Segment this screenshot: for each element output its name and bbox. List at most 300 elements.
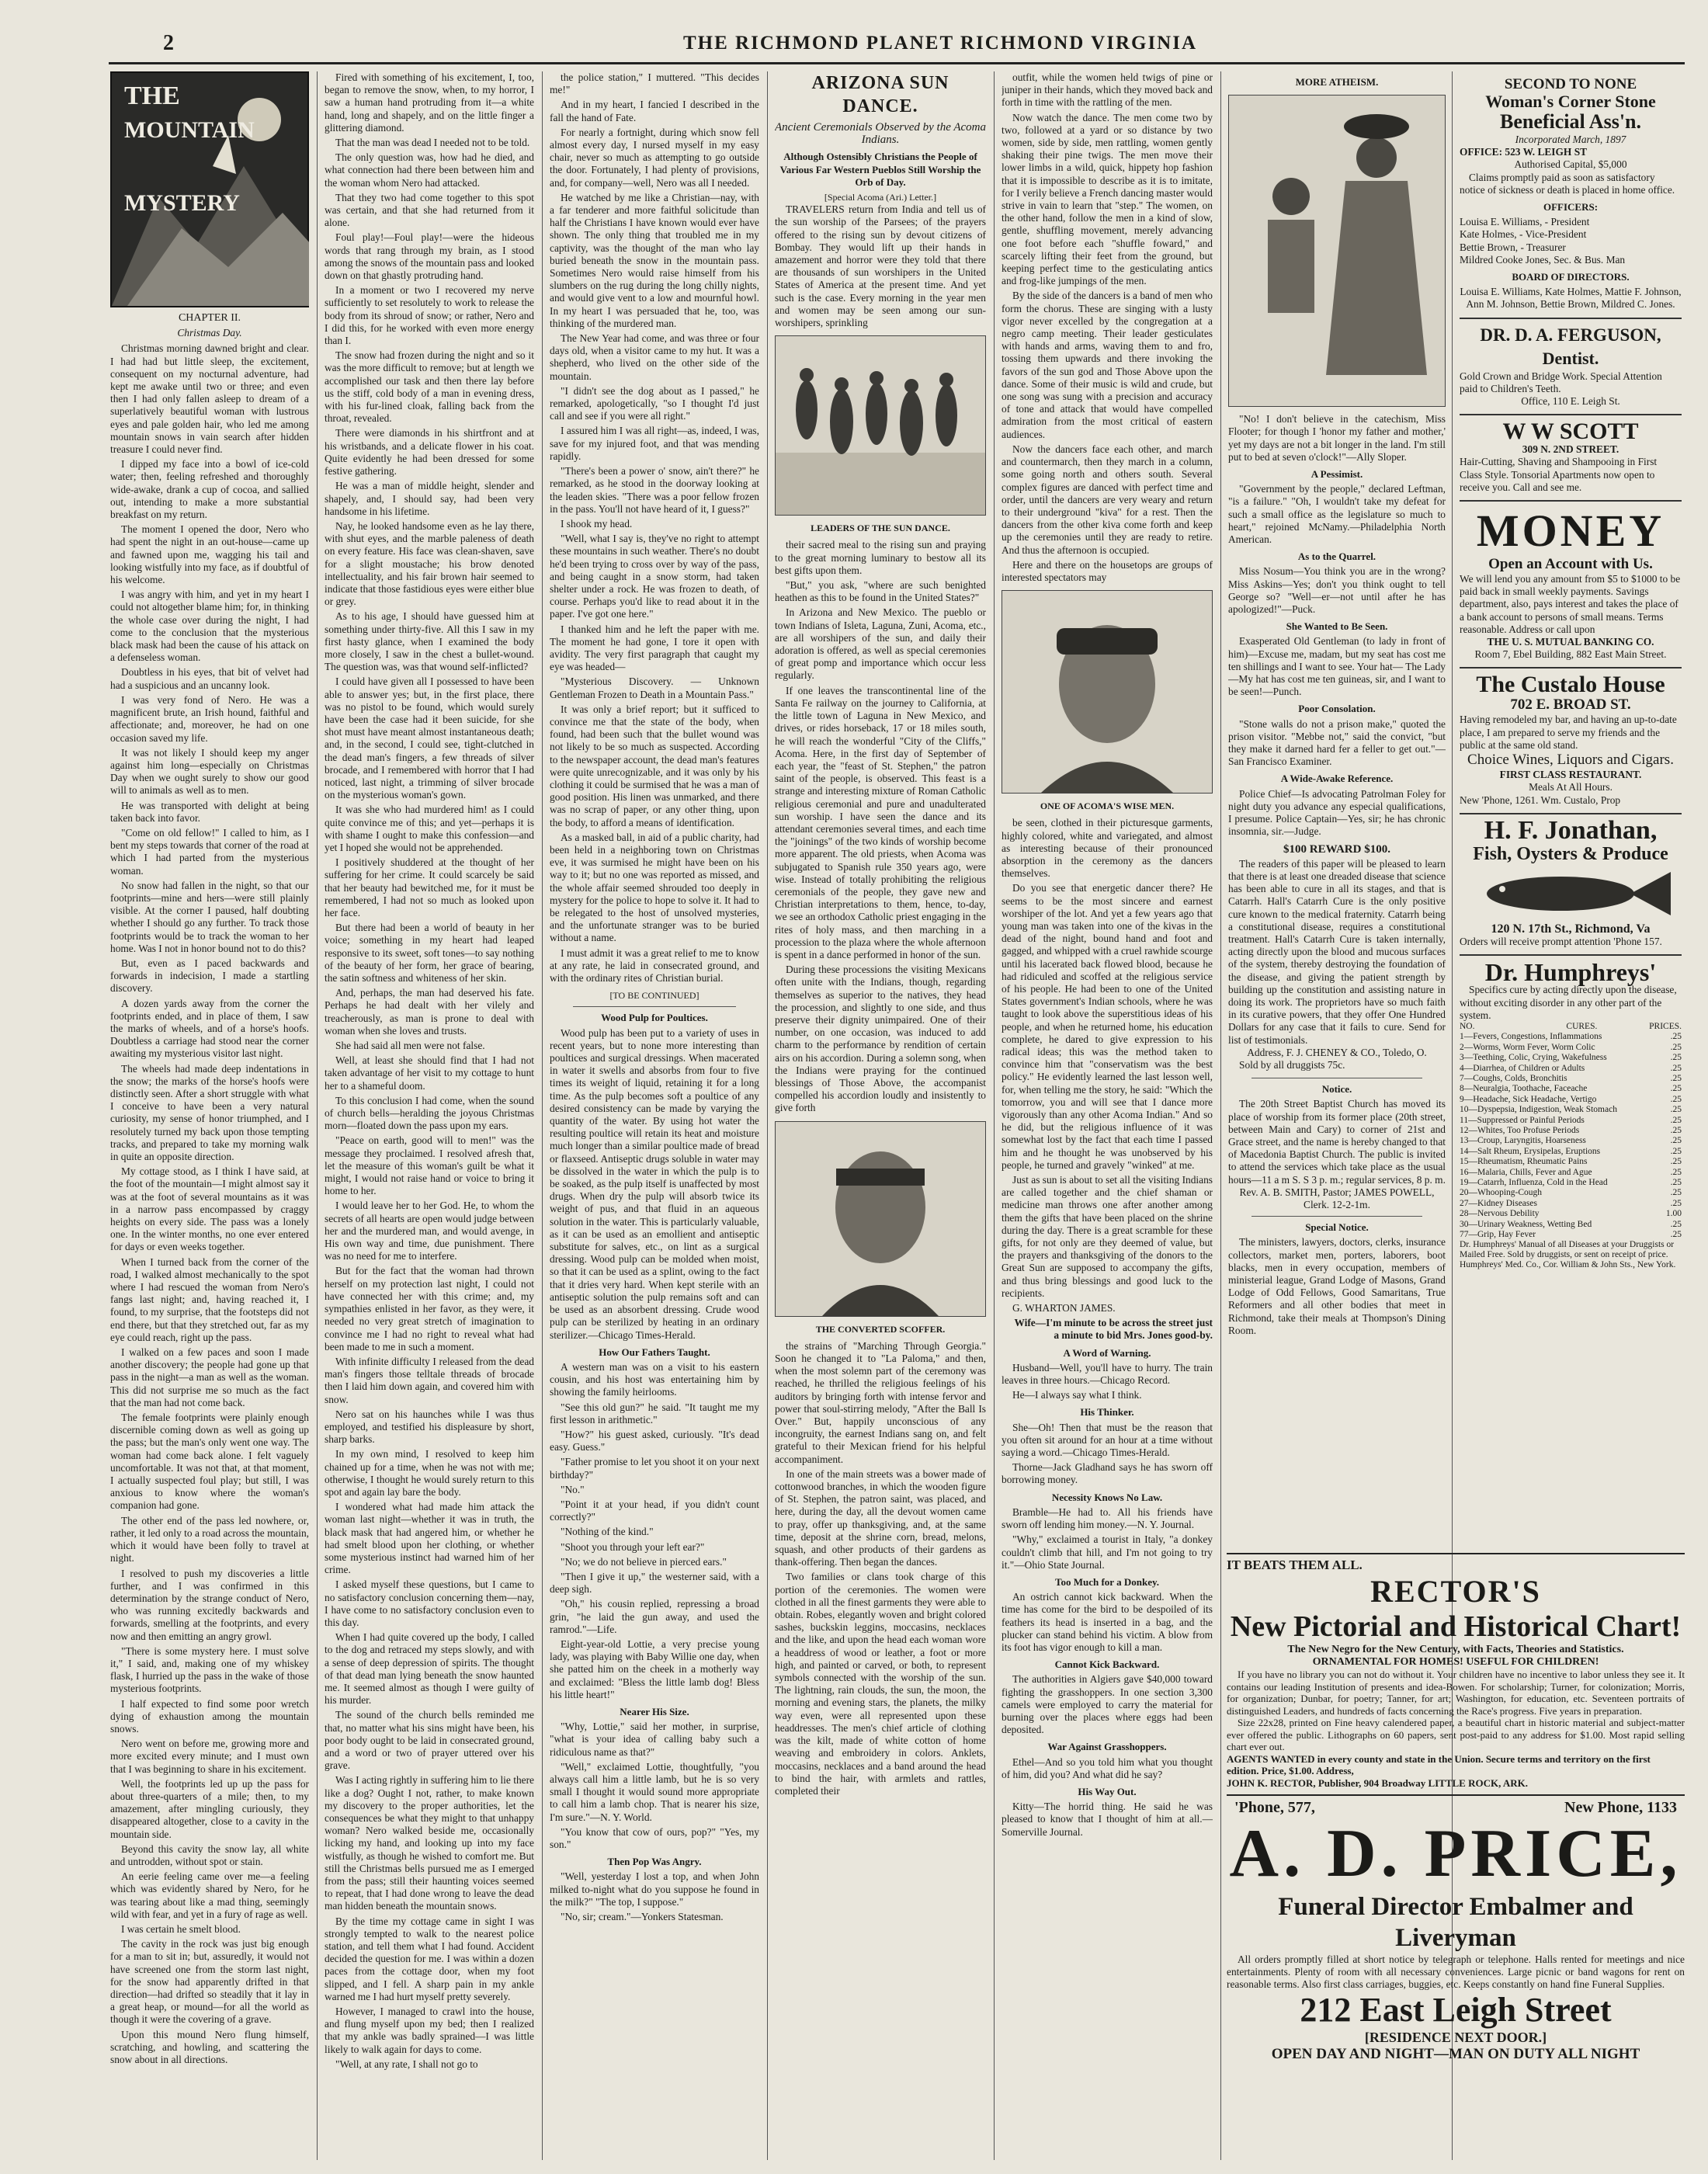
- price-heading: A. D. PRICE,: [1229, 1815, 1682, 1891]
- remedy-name: 12—Whites, Too Profuse Periods: [1460, 1125, 1580, 1135]
- paragraph: She had said all men were not false.: [335, 1040, 485, 1052]
- paragraph: "See this old gun?" he said. "It taught me my first lesson in arithmetic.": [550, 1401, 759, 1426]
- paragraph: Well, the footprints led up up the pass for about three-quarters of a mile; then, to my amazement, after mingling curiously, they disappeared altogether, close to a cavity in the mountain side.: [110, 1777, 309, 1840]
- paragraph: Beyond this cavity the snow lay, all white and untrodden, without spot or stain.: [110, 1842, 309, 1867]
- paragraph: When I had quite covered up the body, I called to the dog and retraced my steps slowly, and with a sense of deep depression of spirits. The thought of that dead man lying beneath the snow haunted me. It seemed almost as though I were guilty of his murder.: [325, 1631, 534, 1707]
- article-heading: A Word of Warning.: [1063, 1346, 1151, 1359]
- ad-humphreys: [1460, 956, 1682, 1270]
- ad-name: H. F. Jonathan,: [1484, 815, 1658, 845]
- remedy-row: [1460, 1209, 1682, 1219]
- remedy-price: .25: [1670, 1219, 1682, 1229]
- paragraph: That they two had come together to this spot was certain, and that she had returned from it alone.: [325, 191, 534, 229]
- paragraph: As to his age, I should have guessed him at something under thirty-five. All this I saw in my first hasty glance, when I examined the body more closely, I saw in the chest a bullet-wound. The question was, was that wound self-inflicted?: [325, 610, 534, 673]
- remedy-price: 1.00: [1665, 1209, 1682, 1219]
- ad-sub: Open an Account with Us.: [1488, 556, 1653, 573]
- illustration-caption: THE CONVERTED SCOFFER.: [815, 1323, 946, 1335]
- paragraph: The other end of the pass led nowhere, or, rather, it led only to a road across the mountain, which it would have been folly to travel at night.: [110, 1514, 309, 1565]
- funeral-text: All orders promptly filled at short notice by telegraph or telephone. Halls rented for meetings and nice entertainments. Plenty of room with all necessary conveniences. Large picnic or band wagons for rent on reasonable terms. Also first class carriages, buggies, etc. Keeps constantly on hand fine Funeral Supplies.: [1227, 1953, 1685, 1990]
- humor-items: [1228, 468, 1446, 838]
- paragraph: I asked myself these questions, but I came to no satisfactory conclusion concerning them—nay, I have come to no satisfactory conclusion even to this day.: [325, 1578, 534, 1628]
- logo-line: MYSTERY: [124, 190, 240, 216]
- paragraph: In one of the main streets was a bower made of cottonwood branches, in which the wooden figure of St. Stephen, the patron saint, was placed, and here, during the day, all the devout women came to pray, offer up thanksgiving, and, at the same time, deposit at the shrine corn, bread, melons, squash, and other products of their gardens as thank-offering. Then began the dances.: [775, 1467, 986, 1568]
- ad-note: Orders will receive prompt attention 'Phone 157.: [1460, 936, 1662, 948]
- wise-man-portrait: [1002, 590, 1213, 794]
- remedy-row: [1460, 1230, 1682, 1240]
- paragraph: If one leaves the transcontinental line of the Santa Fe railway on the journey to California, at the little town of Laguna in New Mexico, and drives, or rides horseback, 17 or 18 miles south, he will reach the wonderful "City of the Cliffs," Acoma. Here, in the first day of September of each year, the "feast of St. Stephen," the patron saint of the people, is observed. This feast is a strange and interesting mixture of Roman Catholic religious ceremonial and pure and unadulterated sun worship. I have seen the dance and its attendant ceremonies several times, and each time the "joinings" of the two kinds of worship become more apparent. The old priests, when Acoma was subjugated to Spanish rule 350 years ago, were wise. Instead of totally prohibiting the religious ceremonials of the people, they gave new and Christian interpretations to them, hence, to-day, we see an orthodox Catholic priest engaging in the rites of holy mass, and then marching in a procession to the plaza where the whole afternoon is spent in a dance performed in honor of the sun.: [775, 684, 986, 960]
- officers-list: [1460, 216, 1682, 266]
- paragraph: Just as sun is about to set all the visiting Indians are called together and the chief shaman or medicine man throws one after another among them the gifts that have been placed on the shrine during the day. There is a great scramble for these gifts, for not only are they deemed of value, but the prayers and thanksgiving of the donors to the Great Sun are supposed to accompany the gifts, and thus bring blessings and good luck to the recipients.: [1002, 1174, 1213, 1299]
- article-heading: Then Pop Was Angry.: [607, 1856, 702, 1868]
- remedy-row: [1460, 1074, 1682, 1084]
- remedy-row: [1460, 1168, 1682, 1178]
- column-rule: [317, 71, 318, 2160]
- humor-text: Exasperated Old Gentleman (to lady in front of him)—Excuse me, madam, but my seat has cost me ten shillings and I want to see. Your hat— The Lady—My hat has cost me ten guineas, sir, and I want to be seen!—Punch.: [1228, 635, 1446, 698]
- masthead-rule: [109, 62, 1685, 64]
- remedy-row: [1460, 1032, 1682, 1042]
- remedy-row: [1460, 1136, 1682, 1146]
- remedy-name: 13—Croup, Laryngitis, Hoarseness: [1460, 1136, 1586, 1146]
- article-heading: Necessity Knows No Law.: [1051, 1491, 1163, 1503]
- chart-ad-sub: The New Negro for the New Century, with Facts, Theories and Statistics.: [1287, 1644, 1624, 1655]
- illustration-caption: LEADERS OF THE SUN DANCE.: [811, 523, 950, 534]
- humor-heading: A Pessimist.: [1311, 468, 1363, 481]
- remedy-row: [1460, 1126, 1682, 1136]
- remedy-row: [1460, 1220, 1682, 1230]
- paragraph: During these processions the visiting Mexicans often unite with the Indians, though, regarding themselves as superior to the natives, they head the procession, and slightly to one side, and thus preserve their dignity unimpaired. One of their number, on one occasion, was induced to add charm to the performance by rendition of certain airs on his accordion. During a solemn song, when the Indians were praying for the continued blessings of Those Above, the accompanist compelled his accordion loudly and insistently to give forth: [775, 964, 986, 1114]
- remedy-row: [1460, 1053, 1682, 1063]
- logo-line: MOUNTAIN: [124, 117, 255, 143]
- paragraph: "No.": [561, 1483, 585, 1495]
- paragraph: But, even as I paced backwards and forwards in indecision, I made a startling discovery.: [110, 957, 309, 995]
- article-heading: Cannot Kick Backward.: [1054, 1658, 1160, 1671]
- article-heading: How Our Fathers Taught.: [599, 1346, 710, 1358]
- article-text: [550, 1870, 759, 1923]
- phone-left: 'Phone, 577,: [1234, 1798, 1315, 1816]
- humor-heading: A Wide-Awake Reference.: [1280, 773, 1394, 785]
- ad-big-word: MONEY: [1476, 505, 1665, 557]
- ad-line: Woman's Corner Stone: [1485, 92, 1656, 111]
- paragraph: "Point it at your head, if you didn't count correctly?": [550, 1498, 759, 1523]
- notice-signature: Rev. A. B. SMITH, Pastor; JAMES POWELL, Clerk. 12-2-1m.: [1239, 1186, 1435, 1210]
- paragraph: He was a man of middle height, slender and shapely, and, I should say, had been very handsome in his lifetime.: [325, 480, 534, 517]
- paragraph: "You know that cow of ours, pop?" "Yes, my son.": [550, 1825, 759, 1851]
- ad-board-heading: BOARD OF DIRECTORS.: [1512, 271, 1630, 283]
- paragraph: In Arizona and New Mexico. The pueblo or town Indians of Isleta, Laguna, Zuni, Acoma, etc., are all worshipers of the sun, and daily their adoration is offered, as well as special ceremonies of great pomp and importance which occur less regularly.: [775, 606, 986, 682]
- paragraph: The moment I opened the door, Nero who had spent the night in an out-house—came up and fawned upon me, wagging his tail and looking wistfully into my face, as if doubtful of his welcome.: [110, 523, 309, 586]
- remedy-name: 20—Whooping-Cough: [1460, 1188, 1543, 1198]
- paragraph: And, perhaps, the man had deserved his fate. Perhaps he had dealt with her vilely and treacherously, as man is prone to deal with woman when she loves and trusts.: [325, 987, 534, 1037]
- paragraph: Foul play!—Foul play!—were the hideous words that rang through my brain, as I stood among the snows of the mountain pass and looked down on that ghastly protruding hand.: [325, 231, 534, 282]
- paragraph: Nay, he looked handsome even as he lay there, with shut eyes, and the marble paleness of death on every feature. His face was clean-shaven, save for a slight moustache; his brow denoted intellectuality, and his fair brown hair seemed to indicate that those fastidious eyes were either blue or grey.: [325, 519, 534, 608]
- humor-heading: Poor Consolation.: [1298, 703, 1376, 715]
- remedy-row: [1460, 1105, 1682, 1115]
- article-text: [1002, 817, 1213, 1838]
- remedy-price: .25: [1670, 1094, 1682, 1104]
- paragraph: And in my heart, I fancied I described in the fall the hand of Fate.: [550, 99, 759, 123]
- story-text: [325, 71, 534, 2071]
- logo-line: THE: [124, 82, 180, 110]
- remedy-row: [1460, 1043, 1682, 1053]
- article-heading: Too Much for a Donkey.: [1055, 1575, 1159, 1588]
- remedy-row: [1460, 1095, 1682, 1105]
- remedy-name: 8—Neuralgia, Toothache, Faceache: [1460, 1084, 1588, 1094]
- notice-text: The 20th Street Baptist Church has moved its place of worship from its former place (20th street, between Main and Cary) to corner of 21st and Grace street, and the name is hereby changed to that of Macedonia Baptist Church. The public is invited to attend the services which take place as the usual hours—11 a m S. S 3 p. m.; regular services, 8 p. m.: [1228, 1098, 1446, 1186]
- cartoon-caption: "No! I don't believe in the catechism, Miss Flooter; for though I 'honor my father and mother,' yet my days are not a bit longer in the land. I'm still put to bed at seven o'clock!"—Ally Sloper.: [1228, 413, 1446, 463]
- paragraph: No snow had fallen in the night, so that our footprints—mine and hers—were still plainly visible. At the corner I paused, half doubting whether I should go any further. To track those footprints would be to track the woman to her home. Was I not in honor bound not to do this?: [110, 879, 309, 954]
- phone-line: [1227, 1799, 1685, 1817]
- ad-restaurant: FIRST CLASS RESTAURANT.: [1499, 769, 1642, 781]
- chapter-heading: CHAPTER II.: [178, 312, 241, 324]
- column-rule: [994, 71, 995, 2160]
- remedy-price: .25: [1670, 1188, 1682, 1198]
- ad-money: [1460, 502, 1682, 669]
- cartoon-drawing: [1229, 96, 1445, 406]
- paragraph: Thorne—Jack Gladhand says he has sworn off borrowing money.: [1002, 1461, 1213, 1486]
- remedy-price: .25: [1670, 1105, 1682, 1115]
- ad-text: Specifics cure by acting directly upon the disease, without exciting disorder in any other part of the system.: [1460, 984, 1677, 1021]
- paragraph: The wheels had made deep indentations in the snow; the marks of the horse's hoofs were distinctly seen. After a short struggle with what I conceive to have been a very natural curiosity, my sense of honor triumphed, and I resolutely turned my back upon those tempting tracks, and prepared to take my morning walk in quite an opposite direction.: [110, 1062, 309, 1162]
- divider: [1227, 1794, 1685, 1796]
- paragraph: With infinite difficulty I released from the dead man's fingers those telltale threads of brocade then I laid him down again, and covered him with snow.: [325, 1355, 534, 1405]
- remedy-price: .25: [1670, 1198, 1682, 1208]
- remedy-name: 9—Headache, Sick Headache, Vertigo: [1460, 1094, 1597, 1104]
- reward-signature: Address, F. J. CHENEY & CO., Toledo, O.: [1247, 1046, 1427, 1058]
- remedy-table: [1460, 1022, 1682, 1241]
- column-rule: [767, 71, 768, 2160]
- ad-name: W W SCOTT: [1502, 418, 1639, 445]
- article-title: ARIZONA SUN DANCE.: [811, 73, 949, 116]
- paragraph: Well, at least she should find that I had not taken advantage of her visit to my cottage to hunt her to a shameful doom.: [325, 1054, 534, 1092]
- ad-text: Claims promptly paid as soon as satisfactory notice of sickness or death is placed in home office.: [1460, 171, 1675, 196]
- story-text: [110, 342, 309, 2066]
- paragraph: Bramble—He had to. All his friends have sworn off lending him money.—N. Y. Journal.: [1002, 1505, 1213, 1531]
- paragraph: I dipped my face into a bowl of ice-cold water; then, feeling refreshed and thoroughly wide-awake, drank a cup of cocoa, and sallied out, intending to make a more substantial breakfast on my return.: [110, 458, 309, 521]
- street-address: 212 East Leigh Street: [1300, 1990, 1612, 2029]
- ad-office: OFFICE: 523 W. LEIGH ST: [1460, 146, 1588, 158]
- paragraph: To this conclusion I had come, when the sound of church bells—heralding the joyous Christmas morn—floated down the pass upon my ears.: [325, 1094, 534, 1132]
- paragraph: I shook my head.: [561, 517, 633, 530]
- ad-name: DR. D. A. FERGUSON,: [1480, 325, 1661, 345]
- ad-jonathan: [1460, 814, 1682, 957]
- paragraph: An eerie feeling came over me—a feeling which was evidently shared by Nero, for he was tearing about like a mad thing, seemingly wild with fear, and yet in a fury of rage as well.: [110, 1870, 309, 1920]
- notice-heading: Notice.: [1321, 1083, 1352, 1096]
- ad-address: 702 E. BROAD ST.: [1510, 696, 1631, 714]
- paragraph: I would leave her to her God. He, to whom the secrets of all hearts are open would judge between her and the murdered man, and would avenge, in His own way and time, due punishment. There was no need for me to interfere.: [325, 1200, 534, 1262]
- officer-line: Mildred Cooke Jones, Sec. & Bus. Man: [1460, 253, 1626, 266]
- paragraph: When I turned back from the corner of the road, I walked almost mechanically to the spot where I had rescued the woman from Nero's fangs last night; and, having reached it, I found, to my surprise, that the footsteps did not end there, but that they stretched out, far as my eye could reach, right up the pass.: [110, 1255, 309, 1343]
- ad-dentist: [1460, 319, 1682, 416]
- illustration-caption: ONE OF ACOMA'S WISE MEN.: [1040, 800, 1175, 812]
- paragraph: But for the fact that the woman had thrown herself on my protection last night, I could not have connected her with this crime; and, my sympathies enlisted in her favor, as they were, it needed no very great stretch of imagination to convince me I had no right to reveal what had been made to me in such a moment.: [325, 1265, 534, 1353]
- chart-ad-text: Size 22x28, printed on Fine heavy calendered paper, a beautiful chart in historic material and subject-matter ever offered the public. Lithographs on 60 papers, sent post-paid to any address for $1.00. Most rapid selling chart ever out.: [1227, 1717, 1685, 1752]
- paragraph: "Peace on earth, good will to men!" was the message they proclaimed. I resolved afresh that, let the measure of this woman's guilt be what it might, I would not raise hand or voice to bring it home to her.: [325, 1134, 534, 1197]
- ad-room: Room 7, Ebel Building, 882 East Main Street.: [1474, 648, 1667, 661]
- paragraph: I could have given all I possessed to have been able to answer yes; but, in the first place, there was no pistol to be found, which would surely have been the case had it been suicide, for she shot must have meant almost instantaneous death; and, in the second, I could see, tight-clutched in the dead man's fingers, a few threads of silver brocade, and I remembered with horror that I had noticed, last night, a trimming of silver brocade on the mysterious woman's gown.: [325, 675, 534, 801]
- cartoon-illustration: [1228, 95, 1446, 407]
- paragraph: He—I always say what I think.: [1012, 1389, 1142, 1401]
- paragraph: "Oh," his cousin replied, repressing a broad grin, "he laid the gun away, and used the ramrod."—Life.: [550, 1598, 759, 1635]
- officer-line: Louisa E. Williams, - President: [1460, 216, 1590, 228]
- remedy-row: [1460, 1084, 1682, 1094]
- ad-officers-heading: OFFICERS:: [1543, 201, 1599, 214]
- remedy-header-row: [1460, 1022, 1682, 1032]
- remedy-price: .25: [1670, 1115, 1682, 1125]
- portrait-drawing: [776, 1122, 985, 1316]
- paragraph: I assured him I was all right—as, indeed, I was, save for my injured foot, and that was mending rapidly.: [550, 425, 759, 462]
- paragraph: I must admit it was a great relief to me to know at any rate, he laid in consecrated ground, and with the ordinary rites of Christian burial.: [550, 946, 759, 985]
- paragraph: Husband—Well, you'll have to hurry. The train leaves in three hours.—Chicago Record.: [1002, 1361, 1213, 1387]
- paragraph: It was not likely I should keep my anger against him long—especially on Christmas Day when we ought surely to show our good will to animals as well as to men.: [110, 746, 309, 797]
- article-heading: His Thinker.: [1080, 1406, 1134, 1419]
- remedy-price: .25: [1670, 1230, 1682, 1240]
- paragraph: I walked on a few paces and soon I made another discovery; the people had gone up that pass in the night—a man as well as the woman. This did not surprise me so much as the fact that the man had not come back.: [110, 1346, 309, 1408]
- paragraph: Fired with something of his excitement, I, too, began to remove the snow, when, to my horror, I saw a human hand protruding from it—a white hand, long and shapely, and on the little finger a glittering diamond.: [325, 71, 534, 134]
- paragraph: Two families or clans took charge of this portion of the ceremonies. The women were clothed in all the finest garments they were able to obtain. Robes, elegantly woven and bright colored sashes, buckskin leggins, moccasins, necklaces and the like, and upon the head each woman wore a headdress of wood or leather, a foot or more high, and painted or carved, or both, to represent symbols connected with the worship of the sun. The lightning, rain clouds, the sun, the moon, the morning and evening stars, the planets, the milky way even, were all represented upon these headdresses. The men's chief article of clothing was the kilt, made of white cotton of home weaving and embroidery in colors. Anklets, moccasins, necklaces and a band around the head to bind the hair, with armlets and rattles, completed their: [775, 1571, 986, 1797]
- remedy-price: .25: [1670, 1178, 1682, 1188]
- remedy-price: .25: [1670, 1125, 1682, 1135]
- remedy-price: .25: [1670, 1146, 1682, 1156]
- paragraph: The New Year had come, and was three or four days old, when a visitor came to my hut. It was a shepherd, who lived on the other side of the mountain.: [550, 332, 759, 382]
- ad-footer: Dr. Humphreys' Manual of all Diseases at your Druggists or Mailed Free. Sold by druggists, or sent on receipt of price. Humphreys' Med. Co., Cor. William & John Sts., New York.: [1460, 1240, 1676, 1270]
- paragraph: Was I acting rightly in suffering him to lie there like a dog? Ought I not, rather, to make known my discovery to the proper authorities, let the consequences be what they might to that unhappy woman? Nero walked beside me, occasionally licking my hand, and looking up into my face wistfully, as though he wished to comfort me. But still the Christmas bells pursued me as I emerged from the pass; still their haunting voices seemed to repeat, that I had done wrong to leave the dead man hidden beneath the mountain snows.: [325, 1774, 534, 1912]
- ad-capital: Authorised Capital, $5,000: [1514, 158, 1627, 171]
- remedy-price: .25: [1670, 1136, 1682, 1146]
- article-text: [775, 539, 986, 1114]
- paragraph: I half expected to find some poor wretch dying of exhaustion among the mountain snows.: [110, 1697, 309, 1735]
- paragraph: As a masked ball, in aid of a public charity, had been held in a neighboring town on Christmas eve, it was surmised he might have been on his way to it; but no one was reported as missed, and the whole affair seemed shrouded too deeply in mystery for the police to hope to solve it. It had to be relegated to the host of unsolved mysteries, and the unfortunate stranger was to be buried without a name.: [550, 831, 759, 944]
- paragraph: the strains of "Marching Through Georgia." Soon he changed it to "La Paloma," and then, when the most solemn part of the ceremony was reached, he thrilled the religious feelings of his auditors by bringing forth with intense fervor and power that soul-stirring melody, "After the Ball Is Over." But, happily unconscious of any incongruity, the earnest Indians sang on, and felt grateful to their Mexican friend for his helpful accompaniment.: [775, 1339, 986, 1465]
- remedy-header-cell: PRICES.: [1649, 1021, 1682, 1031]
- remedy-name: 2—Worms, Worm Fever, Worm Colic: [1460, 1042, 1595, 1052]
- paragraph: Wood pulp has been put to a variety of uses in recent years, but to none more interesting than poultices and surgical dressings. When macerated in water it swells and absorbs from four to five times its weight of liquid, retaining it for a long time. As the pulp becomes soft a poultice of any desired consistency can be made by varying the quantity of the water. By using hot water the resulting poultice will retain its heat and moisture much longer than a similar poultice made of bread or flaxseed. Antiseptic drugs soluble in water may be dissolved in the water in which the pulp is to be soaked, as the pulp itself is unaffected by most drugs. When dry the pulp will absorb twice its weight of pus, and that fluid in an aqueous solution in the water. This is particularly valuable, as it can be used as an emollient and antiseptic substitute for salves, etc., on lint as a surgical dressing. Wood pulp can be molded when moist, so that it can be used as a splint, owing to the fact that it dries very hard. When kept sterile with an antiseptic solution the pulp remains soft and can be used as an absorbent dressing. Crude wood pulp can be sterilized by heating in an ordinary sterilizer.—Chicago Times-Herald.: [550, 1026, 759, 1341]
- remedy-name: 14—Salt Rheum, Erysipelas, Eruptions: [1460, 1146, 1601, 1156]
- special-notice-heading: Special Notice.: [1305, 1221, 1369, 1234]
- to-be-continued: [TO BE CONTINUED]: [609, 990, 700, 1002]
- reward-heading: $100 REWARD $100.: [1283, 842, 1390, 856]
- cartoon-title: MORE ATHEISM.: [1295, 76, 1379, 88]
- paragraph: "But," you ask, "where are such benighted heathen as this to be found in the United States?": [775, 579, 986, 604]
- humor-text: Police Chief—Is advocating Patrolman Foley for night duty you advance any especial qualifications, I presume. Police Captain—Yes, sir; he has chronic insomnia, sir.—Judge.: [1228, 787, 1446, 838]
- ad-sub: Choice Wines, Liquors and Cigars.: [1467, 752, 1674, 769]
- residence-note: [RESIDENCE NEXT DOOR.]: [1364, 2029, 1547, 2045]
- funeral-heading: Funeral Director Embalmer and Liveryman: [1278, 1892, 1633, 1952]
- paragraph: "Well, yesterday I lost a top, and when John milked to-night what do you suppose he found in the milk?" "The top, I suppose.": [550, 1870, 759, 1908]
- paragraph: "Mysterious Discovery. — Unknown Gentleman Frozen to Death in a Mountain Pass.": [550, 675, 759, 700]
- paragraph: "How?" his guest asked, curiously. "It's dead easy. Guess.": [550, 1428, 759, 1453]
- humor-heading: She Wanted to Be Seen.: [1286, 620, 1388, 633]
- paragraph: But there had been a world of beauty in her voice; something in my heart had leaped responsive to its sweet, soft tones—to say nothing of the beauty of her form, her grace of bearing, the satin softness and whiteness of her skin.: [325, 922, 534, 985]
- dancers-drawing: [776, 336, 985, 515]
- portrait-drawing: [1002, 591, 1212, 793]
- humor-text: "Government by the people," declared Leftman, "is a failure." "Oh, I wouldn't take my defeat for such a small office as the legislature so much to heart," rejoined McNamy.—Philadelphia North American.: [1228, 483, 1446, 546]
- remedy-price: .25: [1670, 1073, 1682, 1083]
- ad-text: Having remodeled my bar, and having an up-to-date place, I am prepared to serve my friends and the public at the same old stand.: [1460, 714, 1677, 751]
- paragraph: the police station," I muttered. "This decides me!": [550, 71, 759, 96]
- paragraph: Eight-year-old Lottie, a very precise young lady, was playing with Baby Willie one day, when she patted him on the cheek in a motherly way and exclaimed: "Bless the little lamb dog! Bless his little heart!": [550, 1637, 759, 1700]
- ad-text: Hair-Cutting, Shaving and Shampooing in First Class Style. Tonsorial Apartments now open to receive you. Call and see me.: [1460, 456, 1658, 493]
- column-story-and-miscellany: [550, 71, 759, 2144]
- phone-right: New Phone, 1133: [1564, 1798, 1677, 1816]
- sun-dance-illustration: [775, 335, 986, 516]
- article-heading: War Against Grasshoppers.: [1047, 1741, 1167, 1753]
- article-heading: His Way Out.: [1078, 1785, 1137, 1797]
- paragraph: "Well," exclaimed Lottie, thoughtfully, "you always call him a little lamb, but he is so very small I thought it would sound more appropriate to call him a lamb chop. That is nearer his size, I'm sure."—N. Y. World.: [550, 1760, 759, 1823]
- paragraph: There were diamonds in his shirtfront and at his wristbands, and a delicate flower in his coat. Quite evidently he had been dressed for some festive gathering.: [325, 427, 534, 478]
- paragraph: For nearly a fortnight, during which snow fell almost every day, I nursed myself in my easy chair, never so much as attempting to go outside the door. Fortunately, I had plenty of provisions, and, for company—well, Nero was all I needed.: [550, 126, 759, 189]
- paragraph: G. WHARTON JAMES.: [1012, 1302, 1116, 1314]
- paragraph: "Father promise to let you shoot it on your next birthday?": [550, 1456, 759, 1481]
- page-number: 2: [163, 31, 175, 55]
- paragraph: I was certain he smelt blood.: [121, 1922, 241, 1935]
- ad-office: Office, 110 E. Leigh St.: [1521, 395, 1620, 408]
- paragraph: "No, sir; cream."—Yonkers Statesman.: [561, 1911, 724, 1923]
- remedy-price: .25: [1670, 1042, 1682, 1052]
- paragraph: Ethel—And so you told him what you thought of him, did you? And what did he say?: [1002, 1756, 1213, 1780]
- paragraph: However, I managed to crawl into the house, and flung myself upon my bed; then I realized that my ankle was badly sprained—I was little likely to walk again for days to come.: [325, 2006, 534, 2055]
- paragraph: Do you see that energetic dancer there? He seems to be the most sincere and earnest worshiper of the lot. And yet a few years ago that young man was taken into one of the kivas in the dead of the night, bound hand and foot and gagged, and whipped with a cruel rawhide scourge until his lacerated back flowed blood, because he had ridiculed and scoffed at the religious service of his people. He had been to one of the United States government's Indian schools, where he was taught to look above the superstitious ideas of his people, and when he returned home, his education complete, he dared to give expression to his radical ideas; this was the method taken to convince him that "conservatism was the best policy." He evidently learned the last lesson well, for, when telling me the story, he said: "Which the tomorrow, you and will see that I dance more vigorously than any other Acoma Indian." And so he did, but the religious influence of it was somewhat lost by the fact that each time I passed him and he thought he was unobserved by his people, he turned and gravely "winked" at me.: [1002, 882, 1213, 1171]
- article-deck: Although Ostensibly Christians the People of Various Far Western Pueblos Still Worship the Orb of Day.: [779, 151, 981, 188]
- ad-name: Dr. Humphreys': [1484, 958, 1657, 987]
- ad-woman-corner-stone: [1460, 71, 1682, 319]
- paragraph: That the man was dead I needed not to be told.: [335, 137, 530, 149]
- scoffer-portrait: [775, 1121, 986, 1317]
- paragraph: He watched by me like a Christian—nay, with a far tenderer and more faithful solicitude than half the Christians I have known would ever have shown. The only thing that troubled me in my captivity, was the thought of the man who lay buried beneath the snow in the mountain pass. Sometimes Nero would raise himself from his slumbers on the rug during the long chilly nights, and would give vent to a low and mournful howl. In my heart I was persuaded that he, too, was thinking of the murdered man.: [550, 191, 759, 329]
- paragraph: The female footprints were plainly enough discernible coming down as well as going up the pass; but the man's only went one way. The woman had come back alone. I felt vaguely uncomfortable. It was not that, at that moment, I actually suspected foul play; but still, I was anxious to know where the woman's companion had gone.: [110, 1412, 309, 1512]
- paragraph: "Shoot you through your left ear?": [561, 1540, 705, 1553]
- ad-line: SECOND TO NONE: [1504, 76, 1637, 92]
- ad-address: 120 N. 17th St., Richmond, Va: [1491, 922, 1651, 936]
- remedy-name: 27—Kidney Diseases: [1460, 1198, 1537, 1208]
- remedy-row: [1460, 1116, 1682, 1126]
- paragraph: "No; we do not believe in pierced ears.": [561, 1555, 727, 1568]
- remedy-row: [1460, 1178, 1682, 1188]
- paragraph: "Well, at any rate, I shall not go to: [335, 2058, 478, 2070]
- newspaper-title: THE RICHMOND PLANET RICHMOND VIRGINIA: [683, 33, 1198, 54]
- chart-ad-text: If you have no library you can not do without it. Your children have no incentive to labor unless they see it. It contains our leading Institution of presents and idea-Bowen. For scholarship; Turner, for colonization; Morris, for organization; Dunbar, for poetry; Tanner, for art; Washington, for education, etc. Seventeen portraits of distinguished Leaders, and hundreds of facts concerning the Race's progress. Five years in preparation.: [1227, 1669, 1685, 1717]
- remedy-name: 1—Fevers, Congestions, Inflammations: [1460, 1032, 1602, 1042]
- reward-text: The readers of this paper will be pleased to learn that there is at least one dreaded disease that science has been able to cure in all its stages, and that is Catarrh. Hall's Catarrh Cure is the only positive cure known to the medical fraternity. Catarrh being a constitutional disease, requires a constitutional treatment. Hall's Catarrh Cure is taken internally, acting directly upon the blood and mucous surfaces of the system, thereby destroying the foundation of the disease, and giving the patient strength by building up the constitution and assisting nature in doing its work. The proprietors have so much faith in its curative powers, that they offer One Hundred Dollars for any case that it fails to cure. Send for list of testimonials.: [1228, 857, 1446, 1046]
- remedy-price: .25: [1670, 1053, 1682, 1063]
- paragraph: "I didn't see the dog about as I passed," he remarked, apologetically, "so I thought I'd just call and see if you were all right.": [550, 384, 759, 422]
- chapter-subhead: Christmas Day.: [177, 327, 242, 339]
- remedy-header-cell: NO.: [1460, 1021, 1475, 1031]
- article-deck: Ancient Ceremonials Observed by the Acoma Indians.: [775, 121, 986, 147]
- paragraph: I was angry with him, and yet in my heart I could not altogether blame him; for, in thinking the whole case over during the night, I had come to the conclusion that the mysterious black mask had been the cause of his attack on a defenseless woman.: [110, 589, 309, 664]
- paragraph: The authorities in Algiers gave $40,000 toward fighting the grasshoppers. In one section 3,300 camels were employed to carry the material for burning over the places where eggs had been deposited.: [1002, 1673, 1213, 1736]
- ad-text: Gold Crown and Bridge Work. Special Attention paid to Children's Teeth.: [1460, 370, 1662, 394]
- ad-line: Beneficial Ass'n.: [1499, 110, 1641, 133]
- ad-sub: Fish, Oysters & Produce: [1473, 843, 1668, 864]
- paragraph: Here and there on the housetops are groups of interested spectators may: [1002, 558, 1213, 583]
- remedy-name: 16—Malaria, Chills, Fever and Ague: [1460, 1167, 1592, 1177]
- paragraph: Now watch the dance. The men come two by two, followed at a yard or so distance by two women, side by side, men rattling, women gently shaking their pine twigs. The men move their lower limbs in a wild, quick, hippety hop fashion that it is impossible to describe as it is to imitate, for I verily believe a French dancing master would strive in vain to learn that "step." The women, on the other hand, follow the men in a kind of slow, gentle, shuffling movement, merely advancing one foot before each "shuffle foward," and scarcely lifting their feet from the ground, but keeping perfect time to the gesticulating antics and frog-like jumpings of the men.: [1002, 111, 1213, 287]
- paragraph: In my own mind, I resolved to keep him chained up for a time, when he was not with me; otherwise, I thought he would surely return to this spot and again lay bare the body.: [325, 1448, 534, 1498]
- remedy-row: [1460, 1157, 1682, 1167]
- paragraph: "Why," exclaimed a tourist in Italy, "a donkey couldn't climb that hill, and I'm not going to try it."—Ohio State Journal.: [1002, 1533, 1213, 1571]
- remedy-price: .25: [1670, 1032, 1682, 1042]
- paragraph: I resolved to push my discoveries a little further, and I was confirmed in this determination by the strange conduct of Nero, who was running excitedly backwards and forwards, smelling at the footprints, and every now and then emitting an angry growl.: [110, 1567, 309, 1642]
- column-rule: [1220, 71, 1221, 2160]
- column-advertisements: [1460, 71, 1682, 1539]
- article-text: [775, 1340, 986, 1797]
- remedy-row: [1460, 1188, 1682, 1198]
- divider: [573, 1006, 736, 1007]
- paragraph: I thanked him and he left the paper with me. The moment he had gone, I tore it open with avidity. The very first paragraph that caught my eye was headed—: [550, 623, 759, 673]
- paragraph: Now the dancers face each other, and march and countermarch, then they march in a column, some going north and others south. Several complex figures are danced with perfect time and order, until the dancers are very weary and return to their underground "kiva" for a rest. Then the dancers from the other kiva come forth and keep up the ceremonies until they are ready to retire. And thus the afternoon is occupied.: [1002, 443, 1213, 556]
- remedy-name: 28—Nervous Debility: [1460, 1209, 1540, 1219]
- paragraph: By the time my cottage came in sight I was strongly tempted to walk to the nearest police station, and tell them what I had found. Accident decided the question for me. I was within a dozen paces from the cottage door, when my foot slipped, and I fell. A sharp pain in my ankle warned me I had hurt myself pretty severely.: [325, 1915, 534, 2002]
- remedy-price: .25: [1670, 1167, 1682, 1177]
- remedy-name: 77—Grip, Hay Fever: [1460, 1230, 1536, 1240]
- paragraph: I positively shuddered at the thought of her suffering for her crime. It could scarcely be said that her beauty had bewitched me, for it must be remembered, I had not so much as looked upon her face.: [325, 856, 534, 919]
- dateline: [Special Acoma (Ari.) Letter.]: [824, 192, 937, 203]
- paragraph: My cottage stood, as I think I have said, at the foot of the mountain—I might almost say it was at the foot of several mountains as it was in a narrow pass encompassed by craggy heights on every side. The pass was a lonely one. In the winter months, no one ever entered for days or even weeks together.: [110, 1165, 309, 1253]
- paragraph: I was very fond of Nero. He was a magnificent brute, an Irish hound, faithful and affectionate; and, moreover, he had on one occasion saved my life.: [110, 693, 309, 744]
- humor-text: "Stone walls do not a prison make," quoted the prison visitor. "Mebbe not," said the convict, "but they make it darned hard fer a feller to get out."—San Francisco Examiner.: [1228, 717, 1446, 768]
- humor-heading: As to the Quarrel.: [1297, 550, 1376, 563]
- remedy-name: 15—Rheumatism, Rheumatic Pains: [1460, 1157, 1588, 1167]
- article-text: [775, 203, 986, 329]
- paragraph: be seen, clothed in their picturesque garments, highly colored, white and variegated, and almost as interesting because of their pronounced absorption in the ceremony as the dancers themselves.: [1002, 817, 1213, 880]
- paragraph: By the side of the dancers is a band of men who form the chorus. These are singing with a lusty vigor never excelled by the congregation at a negro camp meeting. Their leader gesticulates with hands and arms, waving them to and fro, tossing them upwards and there invoking the favors of the sun god and Those Above upon the dance. Some of their music is wild and crude, but one song was sung with a precision and accuracy of tone and attack that would have compelled admiration from the most critical of eastern audiences.: [1002, 290, 1213, 440]
- chart-ad-agents: AGENTS WANTED in every county and state in the Union. Secure terms and territory on the first edition. Price, $1.00. Address,: [1227, 1752, 1651, 1776]
- chart-ad-publisher: JOHN K. RECTOR, Publisher, 904 Broadway LITTLE ROCK, ARK.: [1227, 1776, 1529, 1789]
- ad-barber: [1460, 415, 1682, 502]
- paragraph: The only question was, how had he died, and what connection had there been between him and the woman whom Nero had attacked.: [325, 151, 534, 189]
- article-heading: Nearer His Size.: [620, 1705, 689, 1717]
- fish-icon: [1460, 866, 1680, 920]
- officer-line: Kate Holmes, - Vice-President: [1460, 228, 1587, 241]
- ad-role: Dentist.: [1542, 348, 1599, 368]
- column-mountain-mystery: [110, 71, 309, 2144]
- paragraph: He was transported with delight at being taken back into favor.: [110, 799, 309, 824]
- remedy-name: 4—Diarrhea, of Children or Adults: [1460, 1063, 1585, 1073]
- ad-name: The Custalo House: [1476, 672, 1665, 698]
- bottom-advertisements: [1227, 1553, 1685, 2158]
- ad-custalo-house: [1460, 669, 1682, 814]
- paragraph: It was she who had murdered him! as I could quite convince me of this; and yet—perhaps it is with shame I ought to make this confession—and yet I hoped she would not be apprehended.: [325, 804, 534, 853]
- remedy-header-cell: CURES.: [1566, 1021, 1598, 1031]
- paragraph: In a moment or two I recovered my nerve sufficiently to set resolutely to work to release the body from its shroud of snow; or rather, Nero and I did this, for he worked with even more energy than I.: [325, 284, 534, 347]
- paragraph: Upon this mound Nero flung himself, scratching, and howling, and scattering the snow about in all directions.: [110, 2028, 309, 2066]
- remedy-row: [1460, 1147, 1682, 1157]
- paragraph: The snow had frozen during the night and so it was the more difficult to remove; but at length we accomplished our task and then there lay before us the stiff, cold body of a man in evening dress, with his fur-lined cloak, falling back from the throat, revealed.: [325, 349, 534, 425]
- paragraph: An ostrich cannot kick backward. When the time has come for the bird to be despoiled of its feathers its head is inserted in a bag, and the plucker can stand behind his victim. A blow from its foot has vigor enough to kill a man.: [1002, 1591, 1213, 1653]
- paragraph: She—Oh! Then that must be the reason that you often sit around for an hour at a time without saying a word.—Chicago Times-Herald.: [1002, 1421, 1213, 1459]
- paragraph: Doubtless in his eyes, that bit of velvet had had a suspicious and an uncanny look.: [110, 666, 309, 691]
- paragraph: "Nothing of the kind.": [561, 1526, 654, 1538]
- article-heading: Wood Pulp for Poultices.: [601, 1012, 708, 1024]
- paragraph: "Why, Lottie," said her mother, in surprise, "what is your idea of calling baby such a ridiculous name as that?": [550, 1721, 759, 1758]
- ad-phone: New 'Phone, 1261. Wm. Custalo, Prop: [1460, 794, 1621, 806]
- ad-address: 309 N. 2ND STREET.: [1522, 443, 1619, 456]
- article-text: [550, 1027, 759, 1342]
- remedy-name: 11—Suppressed or Painful Periods: [1460, 1115, 1585, 1125]
- paragraph: "Come on old fellow!" I called to him, as I bent my steps towards that corner of the road at which I had parted from the mysterious woman.: [110, 826, 309, 877]
- paragraph: Christmas morning dawned bright and clear. I had had but little sleep, the excitement, consequent on my nocturnal adventure, had kept me awake until two or three; and even then I had only fallen asleep to dream of a superlatively beautiful woman with lustrous eyes and pale golden hair, who led me among mountain snows in vain search after hidden treasure I could never find.: [110, 342, 309, 456]
- officer-line: Bettie Brown, - Treasurer: [1460, 241, 1566, 253]
- logo-title: [124, 79, 255, 221]
- paragraph: A dozen yards away from the corner the footprints ended, and in place of them, I saw the marks of wheels, and of a horse's hoofs. Doubtless a carriage had stood near the corner awaiting my mysterious visitor last night.: [110, 997, 309, 1060]
- column-story-continued: [325, 71, 534, 2144]
- ad-meals: Meals At All Hours.: [1529, 781, 1613, 794]
- column-sun-dance: [775, 71, 986, 2144]
- paragraph: Nero sat on his haunches while I was thus employed, and testified his displeasure by short, sharp barks.: [325, 1408, 534, 1446]
- paragraph: The sound of the church bells reminded me that, no matter what his sins might have been, his poor body ought to be laid in consecrated ground, and a word or two of prayer uttered over his grave.: [325, 1709, 534, 1772]
- column-sun-dance-continued: [1002, 71, 1213, 2144]
- paragraph: Wife—I'm minute to be across the street just a minute to bid Mrs. Jones good-by.: [1014, 1317, 1213, 1342]
- remedy-row: [1460, 1064, 1682, 1074]
